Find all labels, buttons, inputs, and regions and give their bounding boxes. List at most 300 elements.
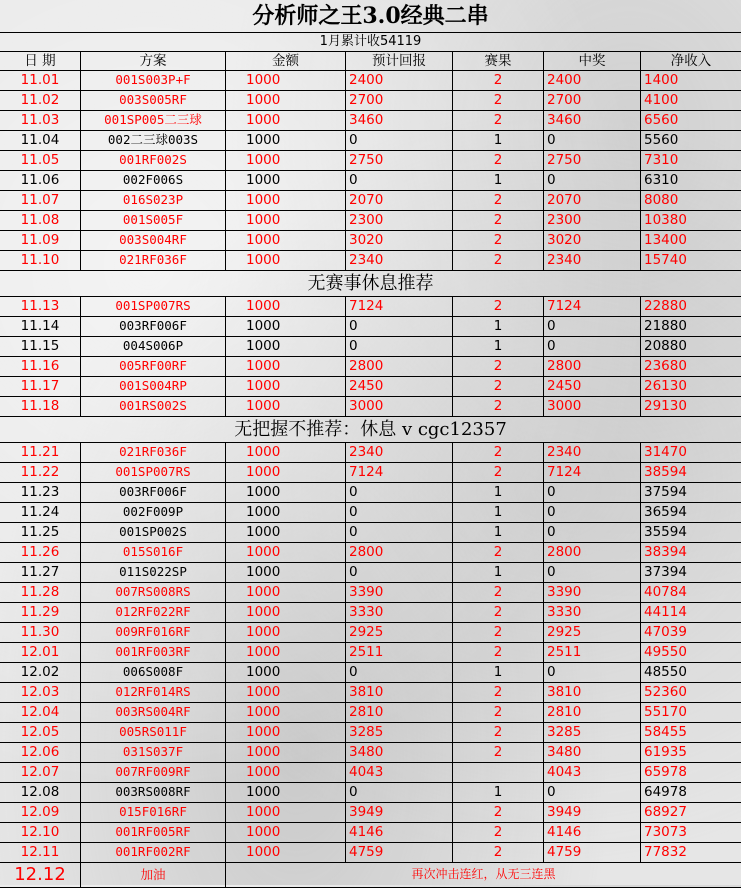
expected-return-cell: 7124 xyxy=(345,463,452,482)
amount-cell: 1000 xyxy=(225,151,345,170)
table-row xyxy=(0,642,741,662)
monthly-total-label: 1月累计收54119 xyxy=(319,34,422,49)
header-row xyxy=(0,51,741,70)
net-income-cell: 26130 xyxy=(640,377,741,396)
date-cell: 12.07 xyxy=(20,764,60,780)
table-row xyxy=(0,622,741,642)
winnings-cell: 3460 xyxy=(543,111,640,130)
date-cell: 11.27 xyxy=(20,564,60,580)
result-cell: 2 xyxy=(452,251,543,270)
plan-cell: 001SP005二三球 xyxy=(80,111,225,130)
plan-cell: 003RS008RF xyxy=(80,783,225,802)
column-header: 日 期 xyxy=(24,53,56,69)
net-income-cell: 38394 xyxy=(640,543,741,562)
net-income-cell: 7310 xyxy=(640,151,741,170)
amount-cell: 1000 xyxy=(225,211,345,230)
table-row xyxy=(0,210,741,230)
winnings-cell: 0 xyxy=(543,317,640,336)
net-income-cell: 35594 xyxy=(640,523,741,542)
rest-banner-text: 无赛事休息推荐 xyxy=(307,273,434,294)
table-row xyxy=(0,250,741,270)
winnings-cell: 0 xyxy=(543,503,640,522)
plan-cell: 001RF002RF xyxy=(80,843,225,862)
table-row xyxy=(0,190,741,210)
net-income-cell: 64978 xyxy=(640,783,741,802)
plan-cell: 001SP007RS xyxy=(80,463,225,482)
winnings-cell: 2800 xyxy=(543,357,640,376)
date-cell: 11.23 xyxy=(20,484,60,500)
table-row xyxy=(0,522,741,542)
table-row xyxy=(0,662,741,682)
plan-cell: 002二三球003S xyxy=(80,131,225,150)
result-cell: 1 xyxy=(452,337,543,356)
date-cell: 12.05 xyxy=(20,724,60,740)
plan-cell: 002F009P xyxy=(80,503,225,522)
table-row xyxy=(0,742,741,762)
date-cell: 11.16 xyxy=(20,358,60,374)
date-cell: 11.15 xyxy=(20,338,60,354)
net-income-cell: 4100 xyxy=(640,91,741,110)
winnings-cell: 0 xyxy=(543,483,640,502)
plan-cell: 001S005F xyxy=(80,211,225,230)
winnings-cell: 3020 xyxy=(543,231,640,250)
expected-return-cell: 2400 xyxy=(345,71,452,90)
result-cell: 2 xyxy=(452,397,543,416)
result-cell: 2 xyxy=(452,211,543,230)
amount-cell: 1000 xyxy=(225,357,345,376)
expected-return-cell: 0 xyxy=(345,663,452,682)
column-header: 方案 xyxy=(80,52,225,70)
result-cell: 2 xyxy=(452,543,543,562)
expected-return-cell: 0 xyxy=(345,563,452,582)
table-row xyxy=(0,442,741,462)
expected-return-cell: 4043 xyxy=(345,763,452,782)
plan-cell: 003S005RF xyxy=(80,91,225,110)
plan-cell: 021RF036F xyxy=(80,251,225,270)
plan-cell: 001SP007RS xyxy=(80,297,225,316)
winnings-cell: 2340 xyxy=(543,251,640,270)
net-income-cell: 6560 xyxy=(640,111,741,130)
table-row xyxy=(0,70,741,90)
date-cell: 11.26 xyxy=(20,544,60,560)
date-cell: 11.30 xyxy=(20,624,60,640)
result-cell: 2 xyxy=(452,703,543,722)
date-cell: 11.25 xyxy=(20,524,60,540)
amount-cell: 1000 xyxy=(225,483,345,502)
final-note: 再次冲击连红，从无三连黑 xyxy=(225,863,741,887)
date-cell: 12.01 xyxy=(20,644,60,660)
date-cell: 11.14 xyxy=(20,318,60,334)
expected-return-cell: 2511 xyxy=(345,643,452,662)
result-cell: 1 xyxy=(452,783,543,802)
date-cell: 11.13 xyxy=(20,298,60,314)
expected-return-cell: 4146 xyxy=(345,823,452,842)
net-income-cell: 29130 xyxy=(640,397,741,416)
result-cell: 2 xyxy=(452,151,543,170)
expected-return-cell: 0 xyxy=(345,483,452,502)
winnings-cell: 2800 xyxy=(543,543,640,562)
expected-return-cell: 2340 xyxy=(345,443,452,462)
table-row xyxy=(0,396,741,416)
winnings-cell: 3480 xyxy=(543,743,640,762)
plan-cell: 003S004RF xyxy=(80,231,225,250)
amount-cell: 1000 xyxy=(225,543,345,562)
net-income-cell: 31470 xyxy=(640,443,741,462)
result-cell: 2 xyxy=(452,603,543,622)
subtitle-row xyxy=(0,32,741,51)
expected-return-cell: 0 xyxy=(345,337,452,356)
plan-cell: 012RF022RF xyxy=(80,603,225,622)
plan-cell: 009RF016RF xyxy=(80,623,225,642)
result-cell: 2 xyxy=(452,71,543,90)
expected-return-cell: 2450 xyxy=(345,377,452,396)
plan-cell: 005RS011F xyxy=(80,723,225,742)
date-cell: 11.04 xyxy=(20,132,60,148)
table-row xyxy=(0,582,741,602)
result-cell: 2 xyxy=(452,823,543,842)
table-row xyxy=(0,150,741,170)
amount-cell: 1000 xyxy=(225,563,345,582)
winnings-cell: 3330 xyxy=(543,603,640,622)
winnings-cell: 2925 xyxy=(543,623,640,642)
net-income-cell: 20880 xyxy=(640,337,741,356)
amount-cell: 1000 xyxy=(225,763,345,782)
plan-cell: 001S003P+F xyxy=(80,71,225,90)
winnings-cell: 2810 xyxy=(543,703,640,722)
amount-cell: 1000 xyxy=(225,91,345,110)
expected-return-cell: 3949 xyxy=(345,803,452,822)
plan-cell: 002F006S xyxy=(80,171,225,190)
winnings-cell: 3810 xyxy=(543,683,640,702)
table-row xyxy=(0,842,741,862)
net-income-cell: 40784 xyxy=(640,583,741,602)
expected-return-cell: 0 xyxy=(345,317,452,336)
column-header: 中奖 xyxy=(543,52,640,70)
net-income-cell: 65978 xyxy=(640,763,741,782)
expected-return-cell: 0 xyxy=(345,171,452,190)
sheet-title: 分析师之王3.0经典二串 xyxy=(252,3,489,29)
table-row xyxy=(0,762,741,782)
expected-return-cell: 2070 xyxy=(345,191,452,210)
net-income-cell: 48550 xyxy=(640,663,741,682)
plan-cell: 005RF00RF xyxy=(80,357,225,376)
plan-cell: 001RS002S xyxy=(80,397,225,416)
expected-return-cell: 0 xyxy=(345,503,452,522)
expected-return-cell: 2800 xyxy=(345,543,452,562)
date-cell: 11.10 xyxy=(20,252,60,268)
plan-cell: 003RF006F xyxy=(80,317,225,336)
net-income-cell: 10380 xyxy=(640,211,741,230)
table-row xyxy=(0,296,741,316)
plan-cell: 007RF009RF xyxy=(80,763,225,782)
table-row xyxy=(0,782,741,802)
date-cell: 12.04 xyxy=(20,704,60,720)
winnings-cell: 4146 xyxy=(543,823,640,842)
result-cell: 2 xyxy=(452,803,543,822)
date-cell: 12.11 xyxy=(20,844,60,860)
table-row xyxy=(0,462,741,482)
net-income-cell: 8080 xyxy=(640,191,741,210)
plan-cell: 012RF014RS xyxy=(80,683,225,702)
amount-cell: 1000 xyxy=(225,603,345,622)
plan-cell: 001RF005RF xyxy=(80,823,225,842)
date-cell: 12.08 xyxy=(20,784,60,800)
date-cell: 11.03 xyxy=(20,112,60,128)
plan-cell: 015F016RF xyxy=(80,803,225,822)
winnings-cell: 7124 xyxy=(543,463,640,482)
plan-cell: 021RF036F xyxy=(80,443,225,462)
amount-cell: 1000 xyxy=(225,843,345,862)
table-row xyxy=(0,702,741,722)
result-cell: 2 xyxy=(452,723,543,742)
expected-return-cell: 2700 xyxy=(345,91,452,110)
winnings-cell: 0 xyxy=(543,663,640,682)
net-income-cell: 68927 xyxy=(640,803,741,822)
result-cell: 2 xyxy=(452,843,543,862)
amount-cell: 1000 xyxy=(225,703,345,722)
table-row xyxy=(0,130,741,150)
amount-cell: 1000 xyxy=(225,743,345,762)
result-cell: 2 xyxy=(452,643,543,662)
amount-cell: 1000 xyxy=(225,111,345,130)
table-row xyxy=(0,90,741,110)
final-row xyxy=(0,862,741,887)
result-cell: 2 xyxy=(452,357,543,376)
net-income-cell: 22880 xyxy=(640,297,741,316)
date-cell: 11.08 xyxy=(20,212,60,228)
plan-cell: 001S004RP xyxy=(80,377,225,396)
table-row xyxy=(0,376,741,396)
no-confidence-banner xyxy=(0,416,741,442)
date-cell: 11.28 xyxy=(20,584,60,600)
date-cell: 11.02 xyxy=(20,92,60,108)
result-cell: 2 xyxy=(452,377,543,396)
amount-cell: 1000 xyxy=(225,663,345,682)
winnings-cell: 2070 xyxy=(543,191,640,210)
date-cell: 11.07 xyxy=(20,192,60,208)
result-cell: 2 xyxy=(452,743,543,762)
result-cell: 1 xyxy=(452,483,543,502)
winnings-cell: 0 xyxy=(543,523,640,542)
plan-cell: 011S022SP xyxy=(80,563,225,582)
plan-cell: 015S016F xyxy=(80,543,225,562)
expected-return-cell: 0 xyxy=(345,783,452,802)
amount-cell: 1000 xyxy=(225,337,345,356)
net-income-cell: 5560 xyxy=(640,131,741,150)
amount-cell: 1000 xyxy=(225,231,345,250)
plan-cell: 003RF006F xyxy=(80,483,225,502)
winnings-cell: 3000 xyxy=(543,397,640,416)
amount-cell: 1000 xyxy=(225,463,345,482)
amount-cell: 1000 xyxy=(225,783,345,802)
net-income-cell: 36594 xyxy=(640,503,741,522)
date-cell: 11.21 xyxy=(20,444,60,460)
column-header: 预计回报 xyxy=(345,52,452,70)
date-cell: 12.02 xyxy=(20,664,60,680)
date-cell: 11.22 xyxy=(20,464,60,480)
amount-cell: 1000 xyxy=(225,803,345,822)
expected-return-cell: 0 xyxy=(345,523,452,542)
winnings-cell: 2700 xyxy=(543,91,640,110)
table-row xyxy=(0,230,741,250)
amount-cell: 1000 xyxy=(225,397,345,416)
expected-return-cell: 3480 xyxy=(345,743,452,762)
net-income-cell: 49550 xyxy=(640,643,741,662)
result-cell: 2 xyxy=(452,463,543,482)
net-income-cell: 1400 xyxy=(640,71,741,90)
expected-return-cell: 3460 xyxy=(345,111,452,130)
winnings-cell: 2300 xyxy=(543,211,640,230)
amount-cell: 1000 xyxy=(225,623,345,642)
net-income-cell: 38594 xyxy=(640,463,741,482)
table-row xyxy=(0,602,741,622)
expected-return-cell: 7124 xyxy=(345,297,452,316)
date-cell: 11.18 xyxy=(20,398,60,414)
amount-cell: 1000 xyxy=(225,523,345,542)
winnings-cell: 0 xyxy=(543,337,640,356)
date-cell: 11.29 xyxy=(20,604,60,620)
table-row xyxy=(0,682,741,702)
expected-return-cell: 2750 xyxy=(345,151,452,170)
net-income-cell: 21880 xyxy=(640,317,741,336)
amount-cell: 1000 xyxy=(225,683,345,702)
no-confidence-banner-text: 无把握不推荐：休息 v cgc12357 xyxy=(234,419,507,440)
result-cell: 1 xyxy=(452,523,543,542)
plan-cell: 031S037F xyxy=(80,743,225,762)
winnings-cell: 3949 xyxy=(543,803,640,822)
net-income-cell: 77832 xyxy=(640,843,741,862)
expected-return-cell: 3330 xyxy=(345,603,452,622)
result-cell: 1 xyxy=(452,503,543,522)
net-income-cell: 61935 xyxy=(640,743,741,762)
net-income-cell: 37594 xyxy=(640,483,741,502)
net-income-cell: 23680 xyxy=(640,357,741,376)
winnings-cell: 0 xyxy=(543,783,640,802)
expected-return-cell: 2810 xyxy=(345,703,452,722)
net-income-cell: 52360 xyxy=(640,683,741,702)
net-income-cell: 6310 xyxy=(640,171,741,190)
net-income-cell: 58455 xyxy=(640,723,741,742)
table-row xyxy=(0,722,741,742)
rest-banner xyxy=(0,270,741,296)
amount-cell: 1000 xyxy=(225,583,345,602)
winnings-cell: 2400 xyxy=(543,71,640,90)
amount-cell: 1000 xyxy=(225,443,345,462)
net-income-cell: 55170 xyxy=(640,703,741,722)
result-cell: 2 xyxy=(452,111,543,130)
net-income-cell: 44114 xyxy=(640,603,741,622)
plan-cell: 001SP002S xyxy=(80,523,225,542)
expected-return-cell: 2300 xyxy=(345,211,452,230)
result-cell: 2 xyxy=(452,191,543,210)
date-cell: 12.03 xyxy=(20,684,60,700)
amount-cell: 1000 xyxy=(225,503,345,522)
winnings-cell: 0 xyxy=(543,171,640,190)
result-cell: 1 xyxy=(452,131,543,150)
plan-cell: 004S006P xyxy=(80,337,225,356)
result-cell: 2 xyxy=(452,297,543,316)
column-header: 净收入 xyxy=(640,52,741,70)
winnings-cell: 2511 xyxy=(543,643,640,662)
date-cell: 11.01 xyxy=(20,72,60,88)
winnings-cell: 4759 xyxy=(543,843,640,862)
result-cell xyxy=(452,763,543,782)
date-cell: 11.09 xyxy=(20,232,60,248)
winnings-cell: 4043 xyxy=(543,763,640,782)
winnings-cell: 3390 xyxy=(543,583,640,602)
expected-return-cell: 2925 xyxy=(345,623,452,642)
date-cell: 11.17 xyxy=(20,378,60,394)
amount-cell: 1000 xyxy=(225,643,345,662)
table-row xyxy=(0,170,741,190)
date-cell: 12.06 xyxy=(20,744,60,760)
table-row xyxy=(0,336,741,356)
net-income-cell: 73073 xyxy=(640,823,741,842)
expected-return-cell: 2340 xyxy=(345,251,452,270)
result-cell: 1 xyxy=(452,171,543,190)
result-cell: 2 xyxy=(452,583,543,602)
table-row xyxy=(0,562,741,582)
net-income-cell: 47039 xyxy=(640,623,741,642)
table-row xyxy=(0,542,741,562)
result-cell: 2 xyxy=(452,623,543,642)
table-row xyxy=(0,110,741,130)
result-cell: 1 xyxy=(452,317,543,336)
winnings-cell: 7124 xyxy=(543,297,640,316)
plan-cell: 001RF002S xyxy=(80,151,225,170)
plan-cell: 加油 xyxy=(80,863,225,887)
expected-return-cell: 3000 xyxy=(345,397,452,416)
winnings-cell: 0 xyxy=(543,131,640,150)
table-row xyxy=(0,356,741,376)
amount-cell: 1000 xyxy=(225,131,345,150)
result-cell: 2 xyxy=(452,683,543,702)
date-cell: 11.05 xyxy=(20,152,60,168)
amount-cell: 1000 xyxy=(225,317,345,336)
result-cell: 2 xyxy=(452,443,543,462)
table-row xyxy=(0,822,741,842)
expected-return-cell: 3390 xyxy=(345,583,452,602)
winnings-cell: 2750 xyxy=(543,151,640,170)
result-cell: 2 xyxy=(452,231,543,250)
table-row xyxy=(0,802,741,822)
net-income-cell: 13400 xyxy=(640,231,741,250)
expected-return-cell: 3285 xyxy=(345,723,452,742)
winnings-cell: 2450 xyxy=(543,377,640,396)
date-cell: 11.24 xyxy=(20,504,60,520)
plan-cell: 006S008F xyxy=(80,663,225,682)
date-cell: 12.09 xyxy=(20,804,60,820)
winnings-cell: 2340 xyxy=(543,443,640,462)
result-cell: 1 xyxy=(452,663,543,682)
net-income-cell: 37394 xyxy=(640,563,741,582)
amount-cell: 1000 xyxy=(225,297,345,316)
date-cell: 11.06 xyxy=(20,172,60,188)
net-income-cell: 15740 xyxy=(640,251,741,270)
table-row xyxy=(0,316,741,336)
result-cell: 2 xyxy=(452,91,543,110)
amount-cell: 1000 xyxy=(225,171,345,190)
column-header: 赛果 xyxy=(452,52,543,70)
plan-cell: 003RS004RF xyxy=(80,703,225,722)
result-cell: 1 xyxy=(452,563,543,582)
date-cell: 12.10 xyxy=(20,824,60,840)
expected-return-cell: 0 xyxy=(345,131,452,150)
plan-cell: 007RS008RS xyxy=(80,583,225,602)
date-cell: 12.12 xyxy=(14,864,66,885)
expected-return-cell: 2800 xyxy=(345,357,452,376)
amount-cell: 1000 xyxy=(225,191,345,210)
